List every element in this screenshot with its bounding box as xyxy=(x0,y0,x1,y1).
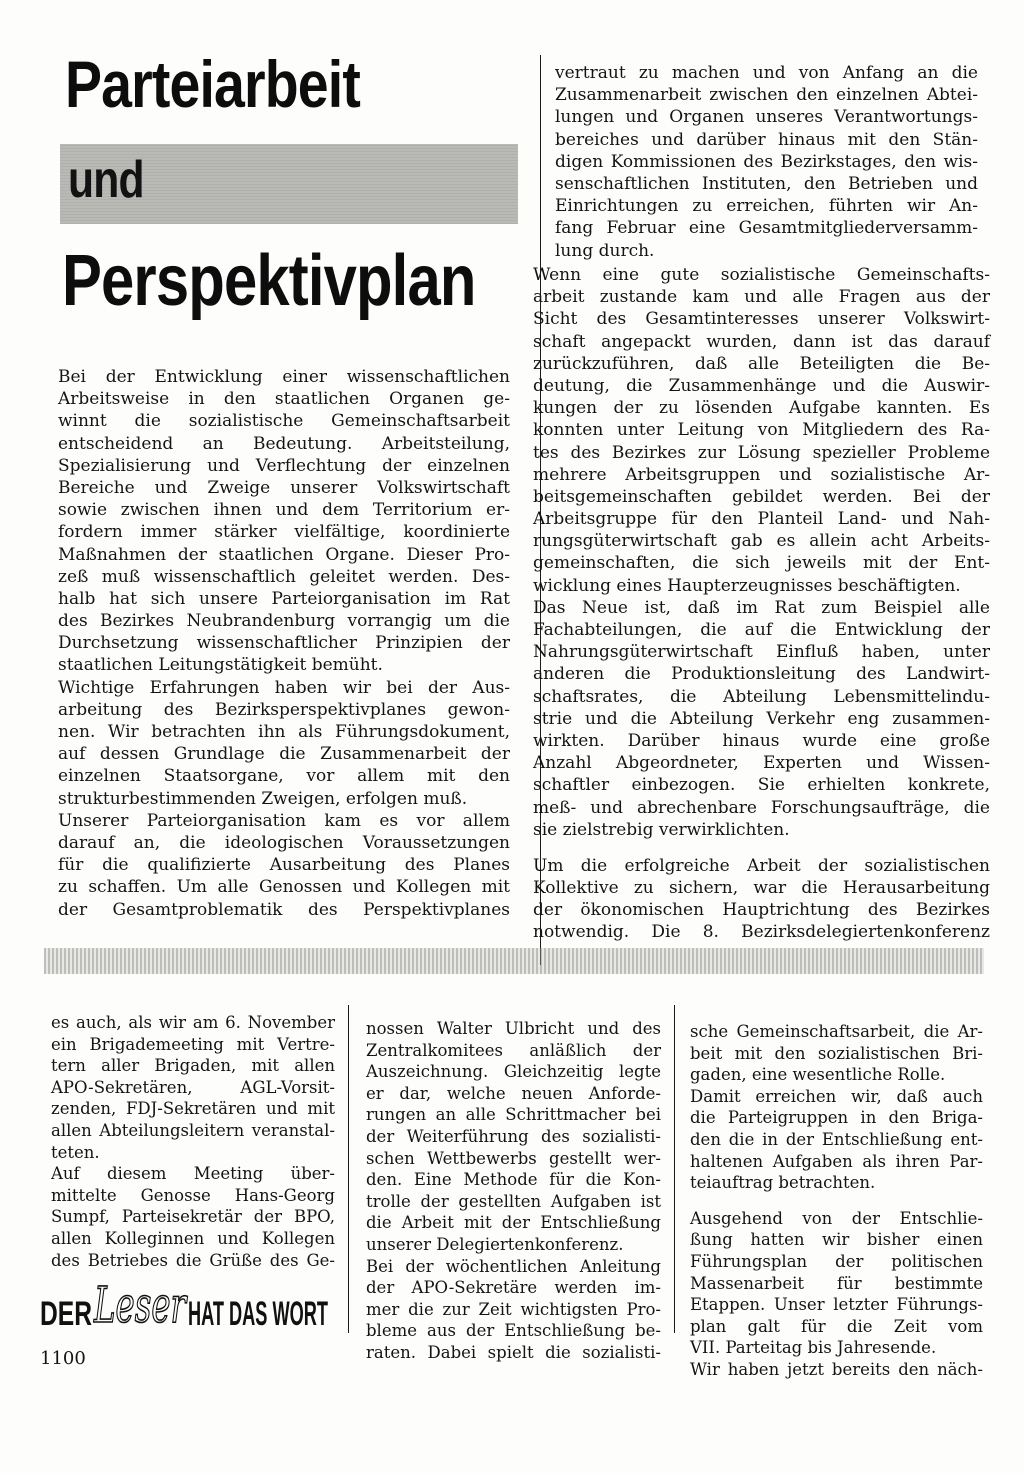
text-line: staatlichen Leitungstätigkeit bemüht. xyxy=(58,655,383,676)
text-line: ßung hatten wir bisher einen xyxy=(690,1230,983,1250)
text-line: halb hat sich unsere Parteiorganisation im Rat xyxy=(58,588,510,609)
article-column-right xyxy=(533,264,990,944)
text-line: teten. xyxy=(51,1142,100,1162)
text-line: mittelte Genosse Hans-Georg xyxy=(51,1185,335,1205)
section-separator xyxy=(44,948,984,974)
text-line: Massenarbeit für bestimmte xyxy=(690,1273,983,1293)
text-line: Fachabteilungen, die auf die Entwicklung der xyxy=(533,620,990,640)
text-line: Zusammenarbeit zwischen den einzelnen Abtei- xyxy=(555,85,978,106)
text-line: kungen der zu lösenden Aufgabe kannten. Es xyxy=(533,398,990,419)
text-line: Wichtige Erfahrungen haben wir bei der Aus- xyxy=(58,677,510,698)
text-line: entscheidend an Bedeutung. Arbeitsteilung, xyxy=(58,433,510,454)
rubric-der: DER xyxy=(40,1295,92,1333)
text-line: Kollektive zu sichern, war die Herausarbeitung xyxy=(533,878,990,899)
letter-column-3 xyxy=(690,1021,983,1381)
text-line: lung durch. xyxy=(555,240,655,261)
text-line: Einrichtungen zu erreichen, führten wir An- xyxy=(555,196,978,217)
column-divider xyxy=(674,1005,675,1333)
text-line: für die qualifizierte Ausarbeitung des Planes xyxy=(58,855,510,876)
text-line: vertraut zu machen und von Anfang an die xyxy=(555,63,978,83)
text-line: Das Neue ist, daß im Rat zum Beispiel alle xyxy=(533,597,990,618)
text-line: Arbeitsgruppe für den Planteil Land- und Nah- xyxy=(533,509,990,530)
text-line: unserer Delegiertenkonferenz. xyxy=(366,1234,624,1254)
text-line: allen Abteilungsleitern veranstal- xyxy=(51,1120,335,1140)
text-line: sche Gemeinschaftsarbeit, die Ar- xyxy=(690,1022,983,1041)
text-line: rungsgüterwirtschaft gab es allein acht Arbeits- xyxy=(533,531,990,552)
text-line: plan galt für die Zeit vom xyxy=(690,1316,983,1336)
text-line: auf dessen Grundlage die Zusammenarbeit der xyxy=(58,744,510,765)
text-line: bereiches und darüber hinaus mit den Stän- xyxy=(555,129,978,150)
text-line: die Arbeit mit der Entschließung xyxy=(366,1213,661,1233)
text-line: digen Kommissionen des Bezirkstages, den wis- xyxy=(555,151,978,172)
text-line: Zentralkomitees anläßlich der xyxy=(366,1040,661,1060)
text-line: tes des Bezirkes zur Lösung spezieller Probleme xyxy=(533,442,990,463)
text-line: mer die zur Zeit wichtigsten Pro- xyxy=(366,1299,661,1319)
rubric-hat-das-wort: HAT DAS WORT xyxy=(188,1295,329,1333)
text-line: es auch, als wir am 6. November xyxy=(51,1013,335,1032)
text-line: den die in der Entschließung ent- xyxy=(690,1129,983,1149)
text-line: mehrere Arbeitsgruppen und sozialistische Ar- xyxy=(533,464,990,485)
text-line: der ökonomischen Hauptrichtung des Bezirkes xyxy=(533,900,990,921)
text-line: zu schaffen. Um alle Genossen und Kollegen mit xyxy=(58,877,510,898)
text-line: anderen die Produktionsleitung des Landwirt- xyxy=(533,664,990,685)
text-line: Wenn eine gute sozialistische Gemeinschafts- xyxy=(533,265,990,285)
text-line: sie zielstrebig verwirklichten. xyxy=(533,819,790,840)
text-line: nen. Wir betrachten ihn als Führungsdokument, xyxy=(58,722,510,742)
text-line: beit mit den sozialistischen Bri- xyxy=(690,1043,983,1063)
letter-column-2 xyxy=(366,1018,661,1364)
text-line: lungen und Organen unseres Verantwortungs- xyxy=(555,107,978,128)
text-line: Unserer Parteiorganisation kam es vor allem xyxy=(58,810,510,831)
text-line: Anzahl Abgeordneter, Experten und Wissen- xyxy=(533,753,990,774)
text-line: bleme aus der Entschließung be- xyxy=(366,1321,661,1341)
text-line: meß- und abrechenbare Forschungsaufträge, die xyxy=(533,797,990,818)
text-line: tern aller Brigaden, mit allen xyxy=(51,1056,335,1076)
column-divider xyxy=(348,1005,349,1333)
text-line: trolle der gestellten Aufgaben ist xyxy=(366,1191,661,1211)
text-line: nossen Walter Ulbricht und des xyxy=(366,1019,661,1038)
text-line: zeß muß wissenschaftlich geleitet werden. Des- xyxy=(58,566,510,587)
text-line: haltenen Aufgaben als ihren Par- xyxy=(690,1151,983,1171)
text-line: einzelnen Staatsorgane, vor allem mit den xyxy=(58,766,510,787)
text-line: Damit erreichen wir, daß auch xyxy=(690,1086,983,1106)
text-line: wirkten. Darüber hinaus wurde eine große xyxy=(533,730,990,751)
text-line: arbeit zustande kam und alle Fragen aus der xyxy=(533,287,990,308)
text-line: konnten unter Leitung von Mitgliedern des Ra- xyxy=(533,420,990,441)
text-line: fordern immer stärker vielfältige, koordinierte xyxy=(58,522,510,543)
text-line: ein Brigademeeting mit Vertre- xyxy=(51,1034,335,1054)
headline-line-3: Perspektivplan xyxy=(62,241,476,321)
text-line: VII. Parteitag bis Jahresende. xyxy=(690,1338,937,1358)
text-line: strie und die Abteilung Verkehr eng zusammen- xyxy=(533,708,990,729)
text-line: Ausgehend von der Entschlie- xyxy=(690,1208,983,1228)
article-column-right-top xyxy=(555,62,978,262)
text-line: zenden, FDJ-Sekretären und mit xyxy=(51,1099,335,1119)
text-line: Etappen. Unser letzter Führungs- xyxy=(690,1295,983,1315)
article-column-left xyxy=(58,366,510,921)
text-line: gemeinschaften, die sich jeweils mit der Ent- xyxy=(533,553,990,574)
text-line: allen Kolleginnen und Kollegen xyxy=(51,1228,335,1248)
rubric-leser: Leser xyxy=(93,1276,189,1334)
text-line: Arbeitsweise in den staatlichen Organen ge- xyxy=(58,389,510,410)
text-line: notwendig. Die 8. Bezirksdelegiertenkonferenz xyxy=(533,922,990,943)
text-line: wicklung eines Haupterzeugnisses beschäftigten. xyxy=(533,575,961,596)
text-line: teiauftrag betrachten. xyxy=(690,1173,876,1193)
headline-line-1: Parteiarbeit xyxy=(65,47,360,121)
text-line: Spezialisierung und Verflechtung der einzelnen xyxy=(58,455,510,476)
text-line: er dar, welche neuen Anforde- xyxy=(366,1083,661,1103)
text-line: schaftler einbezogen. Sie erhielten konkrete, xyxy=(533,775,990,796)
text-line: Durchsetzung wissenschaftlicher Prinzipien der xyxy=(58,633,510,654)
page-number: 1100 xyxy=(40,1348,86,1369)
text-line: strukturbestimmenden Zweigen, erfolgen muß. xyxy=(58,788,468,809)
paragraph-gap xyxy=(533,841,990,855)
text-line: senschaftlichen Instituten, den Betrieben und xyxy=(555,173,978,194)
text-line: der Weiterführung des sozialisti- xyxy=(366,1126,661,1146)
text-line: der APO-Sekretäre werden im- xyxy=(366,1278,661,1298)
paragraph-gap xyxy=(690,1194,983,1208)
text-line: Auf diesem Meeting über- xyxy=(51,1164,335,1184)
text-line: Bereiche und Zweige unserer Volkswirtschaft xyxy=(58,477,510,498)
text-line: der Gesamtproblematik des Perspektivplanes xyxy=(58,899,510,920)
text-line: den. Eine Methode für die Kon- xyxy=(366,1170,661,1190)
text-line: Nahrungsgüterwirtschaft Einfluß haben, unter xyxy=(533,642,990,663)
text-line: rungen an alle Schrittmacher bei xyxy=(366,1105,661,1125)
text-line: Bei der Entwicklung einer wissenschaftlichen xyxy=(58,367,510,387)
text-line: Wir haben jetzt bereits den näch- xyxy=(690,1359,983,1379)
letter-column-1 xyxy=(51,1012,335,1271)
headline-line-2: und xyxy=(68,151,144,209)
text-line: Maßnahmen der staatlichen Organe. Dieser Pro- xyxy=(58,544,510,565)
text-line: des Betriebes die Grüße des Ge- xyxy=(51,1250,335,1270)
text-line: darauf an, die ideologischen Voraussetzungen xyxy=(58,832,510,853)
text-line: raten. Dabei spielt die sozialisti- xyxy=(366,1342,661,1362)
text-line: schaftsrates, die Abteilung Lebensmittelindu- xyxy=(533,686,990,707)
text-line: arbeitung des Bezirksperspektivplanes gewon- xyxy=(58,699,510,720)
text-line: beitsgemeinschaften gebildet werden. Bei der xyxy=(533,486,990,507)
der-leser-hat-das-wort-logo xyxy=(40,1270,330,1340)
text-line: fang Februar eine Gesamtmitgliederversamm- xyxy=(555,218,978,239)
text-line: deutung, die Zusammenhänge und die Auswir- xyxy=(533,375,990,396)
text-line: schen Wettbewerbs gestellt wer- xyxy=(366,1148,661,1168)
text-line: sowie zwischen ihnen und dem Territorium er- xyxy=(58,500,510,521)
text-line: Sicht des Gesamtinteresses unserer Volkswirt- xyxy=(533,309,990,330)
text-line: Um die erfolgreiche Arbeit der sozialistischen xyxy=(533,855,990,876)
text-line: Auszeichnung. Gleichzeitig legte xyxy=(366,1062,661,1082)
text-line: zurückzuführen, daß alle Beteiligten die Be- xyxy=(533,353,990,374)
text-line: winnt die sozialistische Gemeinschaftsarbeit xyxy=(58,411,510,432)
text-line: Sumpf, Parteisekretär der BPO, xyxy=(51,1207,335,1227)
text-line: die Parteigruppen in den Briga- xyxy=(690,1108,983,1128)
text-line: des Bezirkes Neubrandenburg vorrangig um die xyxy=(58,611,510,632)
text-line: APO-Sekretären, AGL-Vorsit- xyxy=(51,1077,335,1097)
text-line: gaden, eine wesentliche Rolle. xyxy=(690,1065,946,1085)
text-line: schaft angepackt wurden, dann ist das darauf xyxy=(533,331,990,352)
text-line: Führungsplan der politischen xyxy=(690,1251,983,1271)
text-line: Bei der wöchentlichen Anleitung xyxy=(366,1256,661,1276)
